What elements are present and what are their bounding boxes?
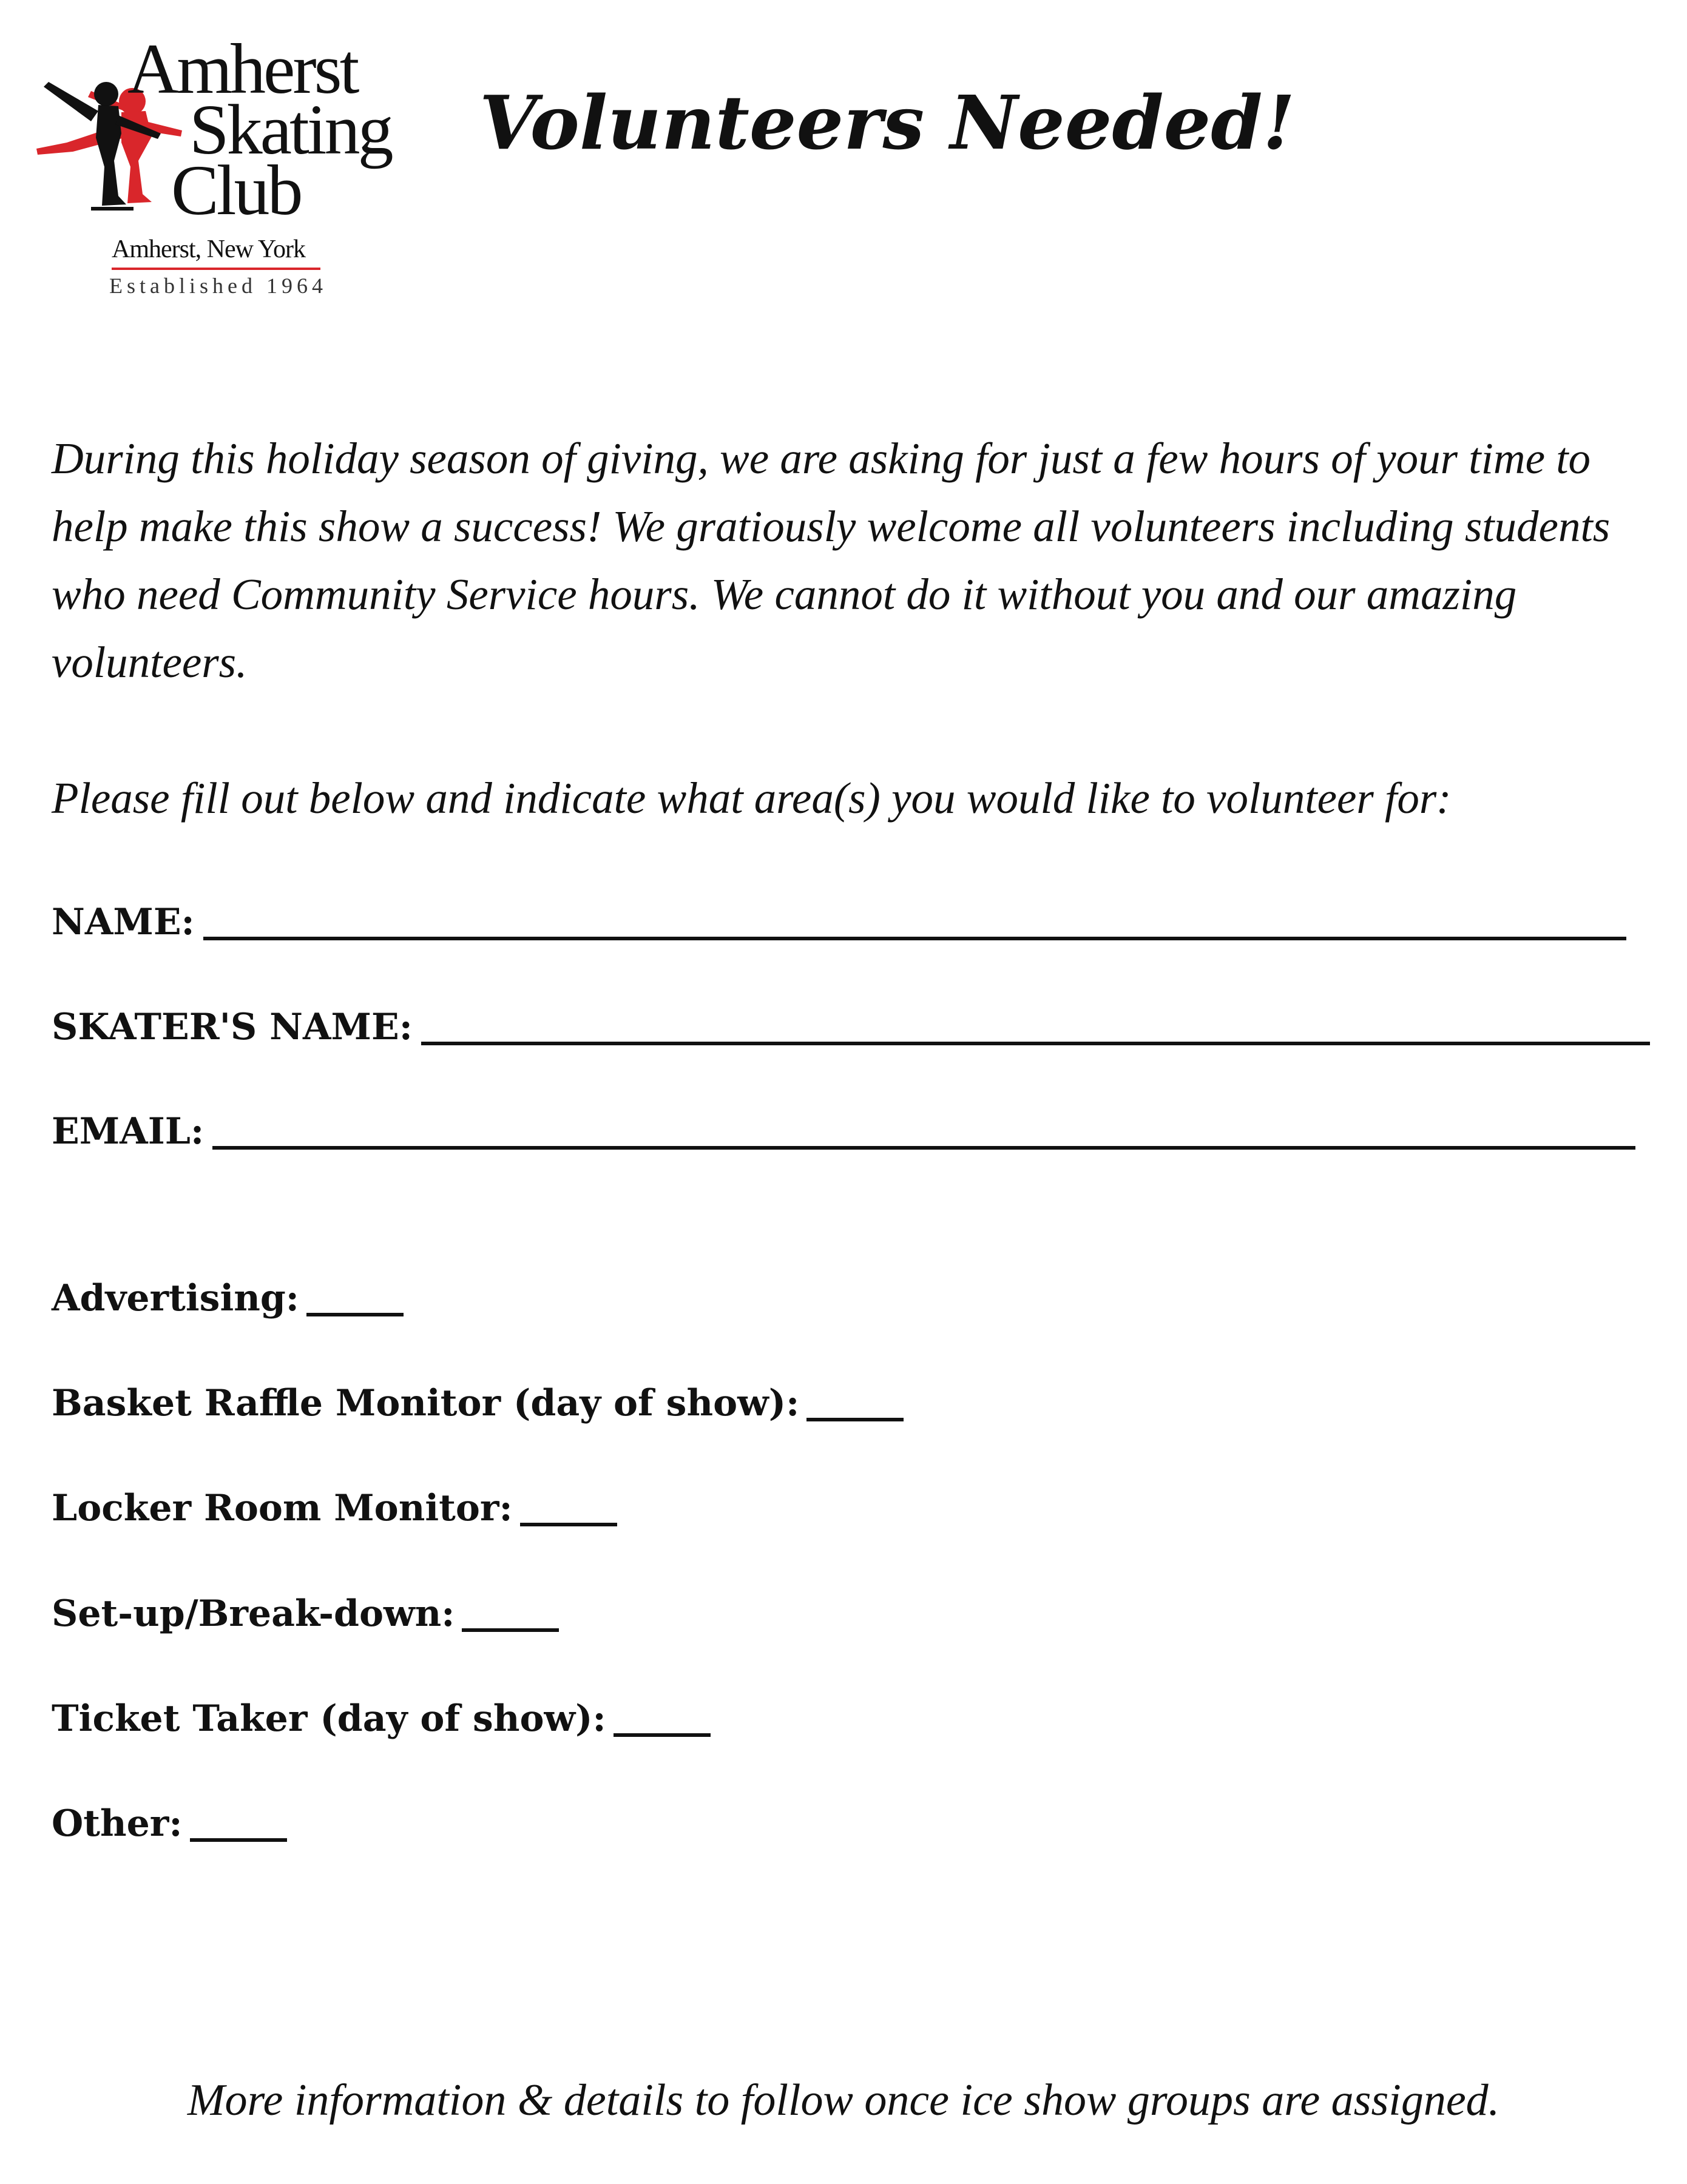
footer-note: More information & details to follow once ice show groups are assigned. [187,2075,1500,2125]
email-blank-line[interactable] [212,1146,1635,1150]
option-blank[interactable] [462,1628,559,1632]
skater-name-blank-line[interactable] [421,1042,1650,1045]
option-other[interactable] [52,1802,287,1845]
email-field[interactable] [52,1110,1635,1153]
option-blank[interactable] [614,1733,711,1737]
intro-paragraph: During this holiday season of giving, we are asking for just a few hours of your time to help make this show a success! We gratiously welcome all volunteers including students who need Community Service hours. We cannot do it without you and our amazing volunteers. [52,434,1611,687]
skater-name-label: SKATER'S NAME: [52,1006,413,1048]
name-field[interactable] [52,901,1626,943]
name-blank-line[interactable] [203,937,1626,940]
club-logo [30,27,407,306]
option-ticket-taker[interactable] [52,1697,711,1740]
logo-text-amherst: Amherst [127,29,357,109]
skater-name-field[interactable] [52,1006,1650,1048]
logo-text-skating: Skating [189,90,391,169]
name-label: NAME: [52,901,195,943]
option-basket-raffle-monitor[interactable] [52,1382,904,1424]
option-label: Locker Room Monitor: [52,1487,513,1529]
instruction-text: Please fill out below and indicate what area(s) you would like to volunteer for: [52,774,1452,823]
option-blank[interactable] [520,1523,617,1526]
option-blank[interactable] [306,1313,404,1316]
option-label: Advertising: [52,1277,299,1320]
email-label: EMAIL: [52,1110,205,1153]
option-label: Ticket Taker (day of show): [52,1697,606,1740]
page-title: Volunteers Needed! [479,79,1296,166]
option-blank[interactable] [190,1838,287,1842]
intro-text [52,425,1641,832]
logo-location: Amherst, New York [112,235,320,270]
logo-established: Established 1964 [109,274,327,298]
option-label: Basket Raffle Monitor (day of show): [52,1382,800,1424]
option-label: Set-up/Break-down: [52,1592,455,1635]
option-locker-room-monitor[interactable] [52,1487,617,1529]
option-blank[interactable] [806,1418,904,1421]
option-setup-breakdown[interactable] [52,1592,559,1635]
option-advertising[interactable] [52,1277,404,1320]
option-label: Other: [52,1802,183,1845]
logo-text-club: Club [171,150,301,230]
